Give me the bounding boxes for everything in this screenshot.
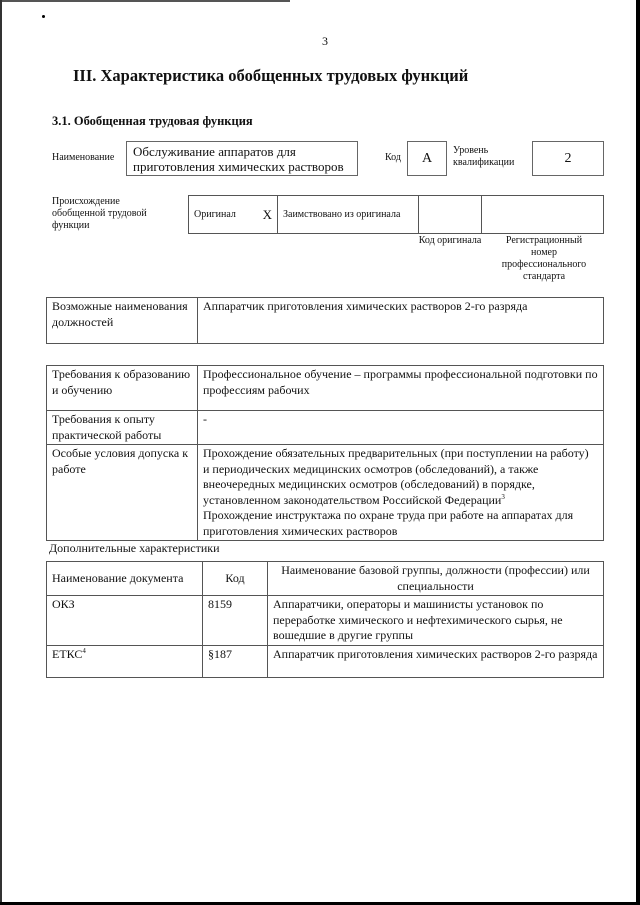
table-row [47,596,604,646]
original-mark: Х [262,206,272,222]
name-label: Наименование [52,152,115,163]
cell-name: Аппаратчик приготовления химических растворов 2-го разряда [268,645,604,677]
column-header-document: Наименование документа [47,562,203,596]
code-caption: Код оригинала [418,235,482,246]
code-label: Код [385,152,401,163]
level-label: Уровень квалификации [453,145,515,168]
requirement-value: Профессиональное обучение – программы профессиональной подготовки по профессиям рабочих [198,366,604,411]
requirement-row [47,411,604,445]
scan-edge-right [636,0,640,905]
origin-code-cell [419,196,482,234]
page-number: 3 [322,34,328,48]
section-title: III. Характеристика обобщенных трудовых функций [73,66,469,85]
additional-table [46,561,604,678]
requirement-label: Особые условия допуска к работе [47,445,198,541]
borrowed-label: Заимствовано из оригинала [283,208,401,220]
origin-label: Происхождение обобщенной трудовой функции [52,196,147,231]
subsection-title: 3.1. Обобщенная трудовая функция [52,114,253,128]
reg-caption: Регистрационный номер профессионального стандарта [501,235,587,282]
column-header-code: Код [203,562,268,596]
function-name-box [126,141,358,176]
origin-original-cell [189,196,278,234]
requirement-value-2: Прохождение инструктажа по охране труда при работе на аппаратах для приготовления химических растворов [203,508,574,538]
positions-value: Аппаратчик приготовления химических растворов 2-го разряда [198,298,604,344]
positions-label: Возможные наименования должностей [47,298,198,344]
cell-code: 8159 [203,596,268,646]
original-label: Оригинал [194,208,236,220]
positions-table [46,297,604,344]
scan-speck [42,15,45,18]
column-header-name: Наименование базовой группы, должности (профессии) или специальности [268,562,604,596]
footnote-ref: 3 [501,492,505,501]
scan-edge-top [0,0,290,2]
requirement-value-cell [198,445,604,541]
level-value: 2 [564,151,572,166]
footnote-ref: 4 [82,646,86,655]
requirement-label: Требования к образованию и обучению [47,366,198,411]
requirement-label: Требования к опыту практической работы [47,411,198,445]
requirements-table [46,365,604,541]
table-row [47,645,604,677]
scan-edge-left [0,0,2,905]
origin-reg-cell [482,196,604,234]
additional-header-row [47,562,604,596]
cell-name: Аппаратчики, операторы и машинисты установок по переработке химического и нефтехимического сырья, не вошедшие в другие группы [268,596,604,646]
code-value: А [421,151,433,166]
level-box [532,141,604,176]
cell-document: ЕТКС [52,646,83,661]
requirement-row [47,366,604,411]
code-box [407,141,447,176]
origin-borrowed-cell [278,196,419,234]
cell-document-wrap [47,645,203,677]
cell-code: §187 [203,645,268,677]
requirement-value: Прохождение обязательных предварительных (при поступлении на работу) и периодических медицинских осмотров (обследований), а также внеочередных медицинских осмотров (обследований) в порядке, установленном законодательством Российской Федерации [203,446,589,507]
origin-table [188,195,604,234]
requirement-row [47,445,604,541]
additional-heading: Дополнительные характеристики [49,541,220,555]
function-name-value: Обслуживание аппаратов для приготовления химических растворов [133,144,344,174]
requirement-value: - [198,411,604,445]
cell-document: ОКЗ [47,596,203,646]
